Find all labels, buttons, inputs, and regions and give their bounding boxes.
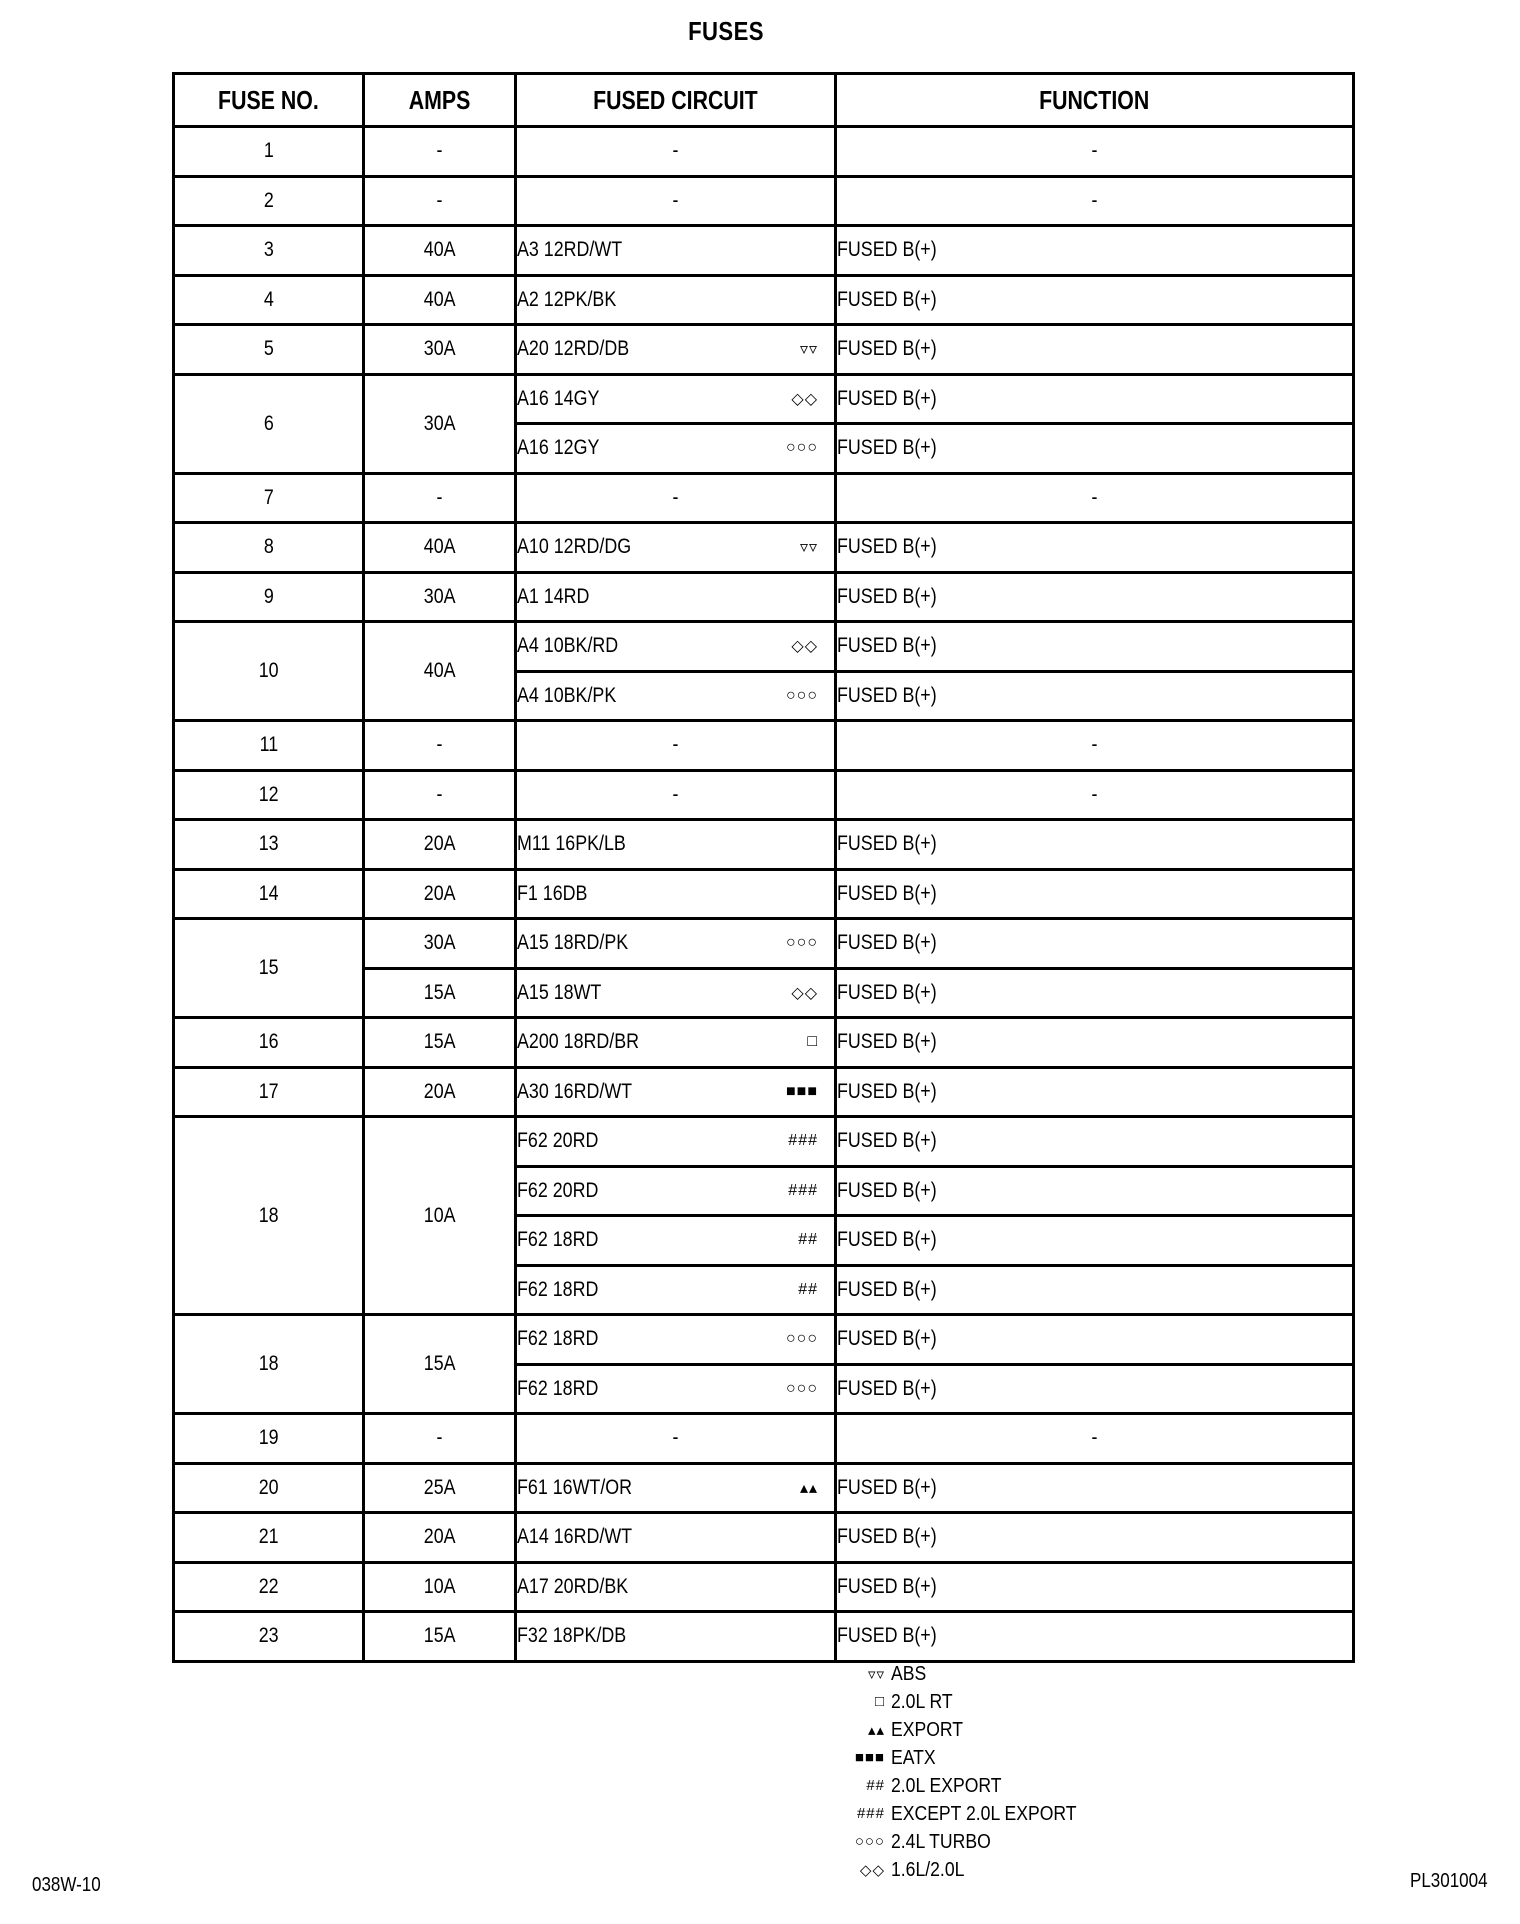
amps-value: 40A: [364, 226, 516, 276]
fuse-number: 2: [174, 176, 364, 226]
triple-hash-symbol-icon: ###: [788, 1181, 818, 1199]
diamond-symbol-icon: ◇◇: [791, 984, 818, 1002]
amps-value: -: [364, 176, 516, 226]
table-row: [174, 820, 1354, 870]
legend-item: [795, 1803, 1095, 1831]
amps-value: -: [364, 721, 516, 771]
fuse-number: 1: [174, 127, 364, 177]
table-row: [174, 473, 1354, 523]
fuse-number: 19: [174, 1414, 364, 1464]
circle-symbol-icon: ○○○: [854, 1833, 885, 1850]
amps-value: 20A: [364, 1067, 516, 1117]
header-fused-circuit: FUSED CIRCUIT: [516, 74, 836, 127]
table-row: [174, 523, 1354, 573]
amps-value: 20A: [364, 869, 516, 919]
table-row: [174, 1067, 1354, 1117]
page-title: FUSES: [688, 16, 764, 46]
square-symbol-icon: □: [807, 1033, 818, 1051]
fused-circuit: F32 18PK/DB: [516, 1612, 836, 1662]
circle-symbol-icon: ○○○: [786, 439, 818, 457]
fused-circuit: F1 16DB: [516, 869, 836, 919]
function-value: FUSED B(+): [836, 1315, 1354, 1365]
fuse-number: 18: [174, 1117, 364, 1315]
table-row: [174, 374, 1354, 424]
fused-circuit: -: [516, 770, 836, 820]
function-value: -: [836, 770, 1354, 820]
fused-circuit: A10 12RD/DG ▿▿: [516, 523, 836, 573]
table-row: [174, 622, 1354, 672]
fused-circuit: A16 12GY ○○○: [516, 424, 836, 474]
triple-hash-symbol-icon: ###: [856, 1805, 885, 1822]
fuse-number: 17: [174, 1067, 364, 1117]
fused-circuit: A30 16RD/WT ■■■: [516, 1067, 836, 1117]
symbol-legend: [795, 1663, 1095, 1887]
fused-circuit: F62 18RD ##: [516, 1265, 836, 1315]
function-value: FUSED B(+): [836, 1562, 1354, 1612]
fused-circuit: A20 12RD/DB ▿▿: [516, 325, 836, 375]
fused-circuit: -: [516, 721, 836, 771]
function-value: FUSED B(+): [836, 275, 1354, 325]
fuses-table: [172, 72, 1355, 1663]
amps-value: -: [364, 127, 516, 177]
amps-value: 10A: [364, 1562, 516, 1612]
filled-triangle-symbol-icon: ▴▴: [867, 1722, 885, 1739]
function-value: FUSED B(+): [836, 374, 1354, 424]
fuse-number: 20: [174, 1463, 364, 1513]
amps-value: 40A: [364, 275, 516, 325]
circle-symbol-icon: ○○○: [786, 934, 818, 952]
fused-circuit: A200 18RD/BR □: [516, 1018, 836, 1068]
fused-circuit: F62 18RD ○○○: [516, 1315, 836, 1365]
function-value: FUSED B(+): [836, 1265, 1354, 1315]
function-value: FUSED B(+): [836, 1018, 1354, 1068]
table-row: [174, 1562, 1354, 1612]
double-hash-symbol-icon: ##: [798, 1280, 818, 1298]
function-value: -: [836, 176, 1354, 226]
amps-value: -: [364, 770, 516, 820]
fuse-number: 9: [174, 572, 364, 622]
fuse-number: 15: [174, 919, 364, 1018]
fuse-number: 11: [174, 721, 364, 771]
table-row: [174, 1315, 1354, 1365]
function-value: FUSED B(+): [836, 226, 1354, 276]
fuse-number: 12: [174, 770, 364, 820]
legend-label: 2.0L RT: [891, 1691, 953, 1713]
legend-item: [795, 1775, 1095, 1803]
fused-circuit: -: [516, 127, 836, 177]
filled-square-symbol-icon: ■■■: [786, 1082, 818, 1100]
header-function: FUNCTION: [836, 74, 1354, 127]
fuse-number: 6: [174, 374, 364, 473]
function-value: FUSED B(+): [836, 572, 1354, 622]
function-value: FUSED B(+): [836, 1067, 1354, 1117]
function-value: FUSED B(+): [836, 1166, 1354, 1216]
table-row: [174, 325, 1354, 375]
function-value: FUSED B(+): [836, 1463, 1354, 1513]
diamond-symbol-icon: ◇◇: [859, 1862, 885, 1879]
table-row: [174, 1513, 1354, 1563]
fused-circuit: A4 10BK/PK ○○○: [516, 671, 836, 721]
header-fuse-no: FUSE NO.: [174, 74, 364, 127]
fused-circuit: A17 20RD/BK: [516, 1562, 836, 1612]
function-value: FUSED B(+): [836, 325, 1354, 375]
legend-label: EXCEPT 2.0L EXPORT: [891, 1803, 1077, 1825]
legend-item: [795, 1747, 1095, 1775]
fused-circuit: A14 16RD/WT: [516, 1513, 836, 1563]
fuse-number: 18: [174, 1315, 364, 1414]
function-value: FUSED B(+): [836, 968, 1354, 1018]
diamond-symbol-icon: ◇◇: [791, 638, 818, 656]
fused-circuit: A15 18WT ◇◇: [516, 968, 836, 1018]
circle-symbol-icon: ○○○: [786, 1330, 818, 1348]
fuse-number: 14: [174, 869, 364, 919]
amps-value: -: [364, 473, 516, 523]
amps-value: 30A: [364, 325, 516, 375]
amps-value: 15A: [364, 968, 516, 1018]
square-symbol-icon: □: [874, 1693, 885, 1710]
fused-circuit: A4 10BK/RD ◇◇: [516, 622, 836, 672]
legend-item: [795, 1691, 1095, 1719]
table-row: [174, 1463, 1354, 1513]
double-hash-symbol-icon: ##: [866, 1777, 885, 1794]
table-row: [174, 721, 1354, 771]
function-value: -: [836, 721, 1354, 771]
fused-circuit: A2 12PK/BK: [516, 275, 836, 325]
legend-label: 1.6L/2.0L: [891, 1859, 965, 1881]
function-value: FUSED B(+): [836, 622, 1354, 672]
abs-symbol-icon: ▿▿: [867, 1666, 885, 1683]
function-value: FUSED B(+): [836, 523, 1354, 573]
amps-value: 20A: [364, 1513, 516, 1563]
function-value: FUSED B(+): [836, 820, 1354, 870]
fuse-number: 5: [174, 325, 364, 375]
table-row: [174, 1117, 1354, 1167]
fuse-number: 8: [174, 523, 364, 573]
function-value: -: [836, 1414, 1354, 1464]
amps-value: 30A: [364, 919, 516, 969]
function-value: FUSED B(+): [836, 1513, 1354, 1563]
fused-circuit: A15 18RD/PK ○○○: [516, 919, 836, 969]
fuse-number: 23: [174, 1612, 364, 1662]
legend-item: [795, 1719, 1095, 1747]
function-value: FUSED B(+): [836, 919, 1354, 969]
function-value: FUSED B(+): [836, 1117, 1354, 1167]
table-row: [174, 1414, 1354, 1464]
diamond-symbol-icon: ◇◇: [791, 390, 818, 408]
amps-value: 15A: [364, 1612, 516, 1662]
filled-triangle-symbol-icon: ▴▴: [799, 1479, 818, 1497]
fuse-number: 3: [174, 226, 364, 276]
circle-symbol-icon: ○○○: [786, 1379, 818, 1397]
table-row: [174, 275, 1354, 325]
filled-square-symbol-icon: ■■■: [854, 1749, 885, 1766]
fused-circuit: M11 16PK/LB: [516, 820, 836, 870]
legend-item: [795, 1859, 1095, 1887]
fused-circuit: -: [516, 1414, 836, 1464]
abs-symbol-icon: ▿▿: [799, 539, 818, 557]
table-row: [174, 226, 1354, 276]
fuse-rows: [174, 127, 1354, 1662]
function-value: -: [836, 473, 1354, 523]
table-row: [174, 1612, 1354, 1662]
legend-label: EATX: [891, 1747, 936, 1769]
triple-hash-symbol-icon: ###: [788, 1132, 818, 1150]
fused-circuit: F61 16WT/OR ▴▴: [516, 1463, 836, 1513]
amps-value: 15A: [364, 1315, 516, 1414]
fuse-number: 10: [174, 622, 364, 721]
double-hash-symbol-icon: ##: [798, 1231, 818, 1249]
table-row: [174, 919, 1354, 969]
legend-label: EXPORT: [891, 1719, 964, 1741]
header-amps: AMPS: [364, 74, 516, 127]
fuse-number: 21: [174, 1513, 364, 1563]
function-value: FUSED B(+): [836, 869, 1354, 919]
legend-item: [795, 1831, 1095, 1859]
function-value: FUSED B(+): [836, 424, 1354, 474]
amps-value: -: [364, 1414, 516, 1464]
table-row: [174, 127, 1354, 177]
fused-circuit: F62 18RD ○○○: [516, 1364, 836, 1414]
amps-value: 40A: [364, 523, 516, 573]
amps-value: 30A: [364, 374, 516, 473]
fused-circuit: -: [516, 176, 836, 226]
document-reference: PL301004: [1410, 1870, 1488, 1892]
table-row: [174, 770, 1354, 820]
fuse-number: 4: [174, 275, 364, 325]
fused-circuit: A16 14GY ◇◇: [516, 374, 836, 424]
header-row: [174, 74, 1354, 127]
table-row: [174, 176, 1354, 226]
function-value: -: [836, 127, 1354, 177]
fuse-number: 13: [174, 820, 364, 870]
amps-value: 40A: [364, 622, 516, 721]
fuse-number: 16: [174, 1018, 364, 1068]
document-code: 038W-10: [32, 1874, 101, 1896]
fused-circuit: F62 20RD ###: [516, 1166, 836, 1216]
amps-value: 30A: [364, 572, 516, 622]
legend-label: 2.4L TURBO: [891, 1831, 991, 1853]
fused-circuit: F62 18RD ##: [516, 1216, 836, 1266]
table-row: [174, 572, 1354, 622]
fuse-number: 22: [174, 1562, 364, 1612]
fused-circuit: A1 14RD: [516, 572, 836, 622]
table-row: [174, 1018, 1354, 1068]
amps-value: 10A: [364, 1117, 516, 1315]
legend-label: ABS: [891, 1663, 927, 1685]
fuse-number: 7: [174, 473, 364, 523]
legend-item: [795, 1663, 1095, 1691]
amps-value: 25A: [364, 1463, 516, 1513]
fused-circuit: -: [516, 473, 836, 523]
fused-circuit: A3 12RD/WT: [516, 226, 836, 276]
function-value: FUSED B(+): [836, 1612, 1354, 1662]
function-value: FUSED B(+): [836, 671, 1354, 721]
table-row: [174, 869, 1354, 919]
circle-symbol-icon: ○○○: [786, 686, 818, 704]
function-value: FUSED B(+): [836, 1364, 1354, 1414]
legend-label: 2.0L EXPORT: [891, 1775, 1002, 1797]
abs-symbol-icon: ▿▿: [799, 341, 818, 359]
amps-value: 15A: [364, 1018, 516, 1068]
amps-value: 20A: [364, 820, 516, 870]
function-value: FUSED B(+): [836, 1216, 1354, 1266]
fused-circuit: F62 20RD ###: [516, 1117, 836, 1167]
